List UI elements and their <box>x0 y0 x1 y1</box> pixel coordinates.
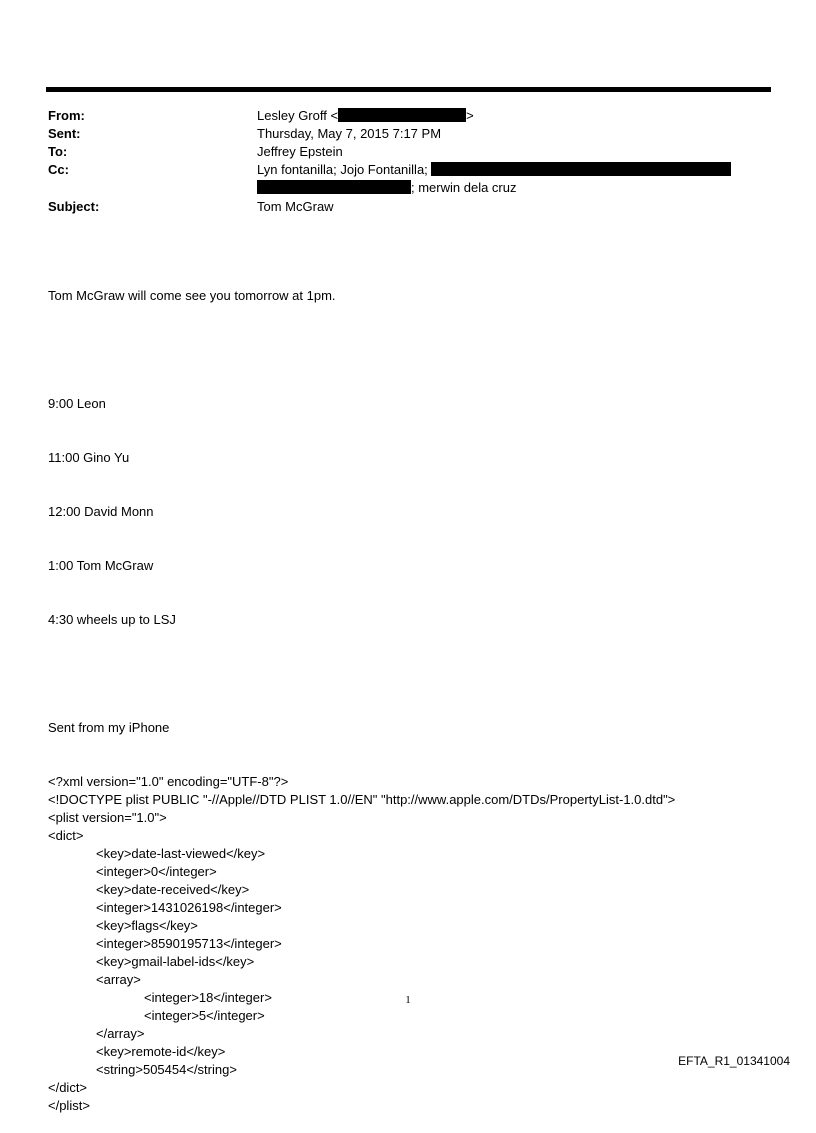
to-label: To: <box>48 144 68 159</box>
plist-line: </dict> <box>48 1080 88 1095</box>
plist-line: <plist version="1.0"> <box>48 810 167 825</box>
schedule-item: 12:00 David Monn <box>48 504 154 519</box>
plist-line: <array> <box>96 972 141 987</box>
cc-names: Lyn fontanilla; Jojo Fontanilla; <box>257 162 428 177</box>
redaction-box <box>257 180 411 194</box>
plist-line: <key>remote-id</key> <box>96 1044 226 1059</box>
subject-value: Tom McGraw <box>257 199 334 214</box>
sent-label: Sent: <box>48 126 81 141</box>
signature-line: Sent from my iPhone <box>48 720 170 735</box>
blank-line <box>48 341 675 359</box>
schedule-item: 1:00 Tom McGraw <box>48 558 154 573</box>
plist-line: <!DOCTYPE plist PUBLIC "-//Apple//DTD PLIST 1.0//EN" "http://www.apple.com/DTDs/PropertyList-1.0.dtd"> <box>48 792 676 807</box>
from-name: Lesley Groff < <box>257 108 339 123</box>
schedule-item: 4:30 wheels up to LSJ <box>48 612 176 627</box>
cc-value-line1 <box>257 161 731 179</box>
plist-line: <integer>8590195713</integer> <box>96 936 282 951</box>
plist-line: <integer>1431026198</integer> <box>96 900 282 915</box>
intro-line: Tom McGraw will come see you tomorrow at 1pm. <box>48 288 336 303</box>
plist-line: <key>date-received</key> <box>96 882 250 897</box>
redaction-box <box>338 108 466 122</box>
from-value <box>257 107 474 125</box>
from-label: From: <box>48 108 85 123</box>
subject-label: Subject: <box>48 199 100 214</box>
plist-line: <integer>18</integer> <box>144 990 272 1005</box>
plist-line: <dict> <box>48 828 84 843</box>
from-close: > <box>466 108 474 123</box>
plist-line: <?xml version="1.0" encoding="UTF-8"?> <box>48 774 289 789</box>
plist-line: <string>505454</string> <box>96 1062 237 1077</box>
plist-line: <key>date-last-viewed</key> <box>96 846 266 861</box>
plist-line: <integer>5</integer> <box>144 1008 265 1023</box>
plist-line: </plist> <box>48 1098 90 1113</box>
plist-line: <key>flags</key> <box>96 918 198 933</box>
cc-names-continued: ; merwin dela cruz <box>411 180 517 195</box>
plist-block <box>48 773 675 1115</box>
header-divider <box>46 87 771 92</box>
to-value: Jeffrey Epstein <box>257 144 343 159</box>
plist-line: </array> <box>96 1026 145 1041</box>
page-number: 1 <box>405 994 411 1006</box>
redaction-box <box>431 162 731 176</box>
schedule-item: 11:00 Gino Yu <box>48 450 130 465</box>
plist-line: <key>gmail-label-ids</key> <box>96 954 255 969</box>
blank-line <box>48 665 675 683</box>
cc-value-line2 <box>257 179 516 197</box>
plist-line: <integer>0</integer> <box>96 864 217 879</box>
cc-label: Cc: <box>48 162 69 177</box>
sent-value: Thursday, May 7, 2015 7:17 PM <box>257 126 442 141</box>
document-id: EFTA_R1_01341004 <box>678 1054 790 1068</box>
schedule-item: 9:00 Leon <box>48 396 106 411</box>
